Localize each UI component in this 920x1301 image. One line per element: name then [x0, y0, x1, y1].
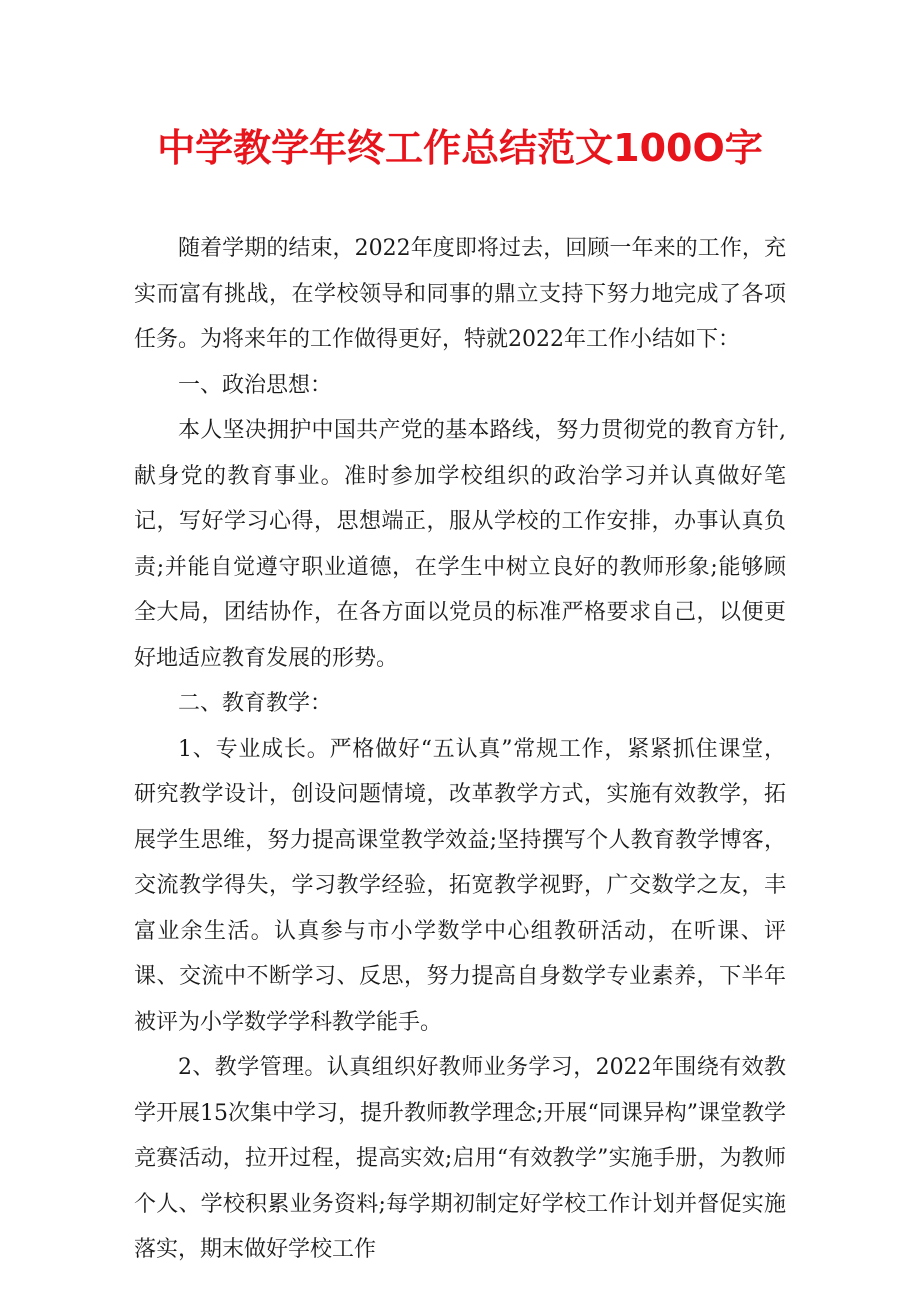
paragraph-teaching-management: 2、教学管理。认真组织好教师业务学习，2022年围绕有效教学开展15次集中学习，提升教师教学理念;开展“同课异构”课堂教学竞赛活动，拉开过程，提高实效;启用“有效教学”实施手册，为教师个人、学校积累业务资料;每学期初制定好学校工作计划并督促实施落实，期末做好学校工作 — [134, 1055, 786, 1262]
section-heading-teaching: 二、教育教学： — [178, 691, 333, 716]
paragraph-professional-growth: 1、专业成长。严格做好“五认真”常规工作，紧紧抓住课堂，研究教学设计，创设问题情境，改革教学方式，实施有效教学，拓展学生思维，努力提高课堂教学效益;坚持撰写个人教育教学博客，交流教学得失，学习教学经验，拓宽教学视野，广交数学之友，丰富业余生活。认真参与市小学数学中心组教研活动，在听课、评课、交流中不断学习、反思，努力提高自身数学专业素养，下半年被评为小学数学学科教学能手。 — [134, 736, 786, 1035]
section-heading-politics: 一、政治思想： — [178, 372, 333, 398]
document-body — [134, 226, 786, 1273]
paragraph-intro: 随着学期的结束，2022年度即将过去，回顾一年来的工作，充实而富有挑战，在学校领导和同事的鼎立支持下努力地完成了各项任务。为将来年的工作做得更好，特就2022年工作小结如下： — [134, 236, 786, 352]
document-title: 中学教学年终工作总结范文100O字 — [157, 126, 763, 170]
paragraph-politics: 本人坚决拥护中国共产党的基本路线，努力贯彻党的教育方针,献身党的教育事业。准时参加学校组织的政治学习并认真做好笔记，写好学习心得，思想端正，服从学校的工作安排，办事认真负责;并能自觉遵守职业道德，在学生中树立良好的教师形象;能够顾全大局，团结协作，在各方面以党员的标准严格要求自己，以便更好地适应教育发展的形势。 — [134, 418, 786, 671]
